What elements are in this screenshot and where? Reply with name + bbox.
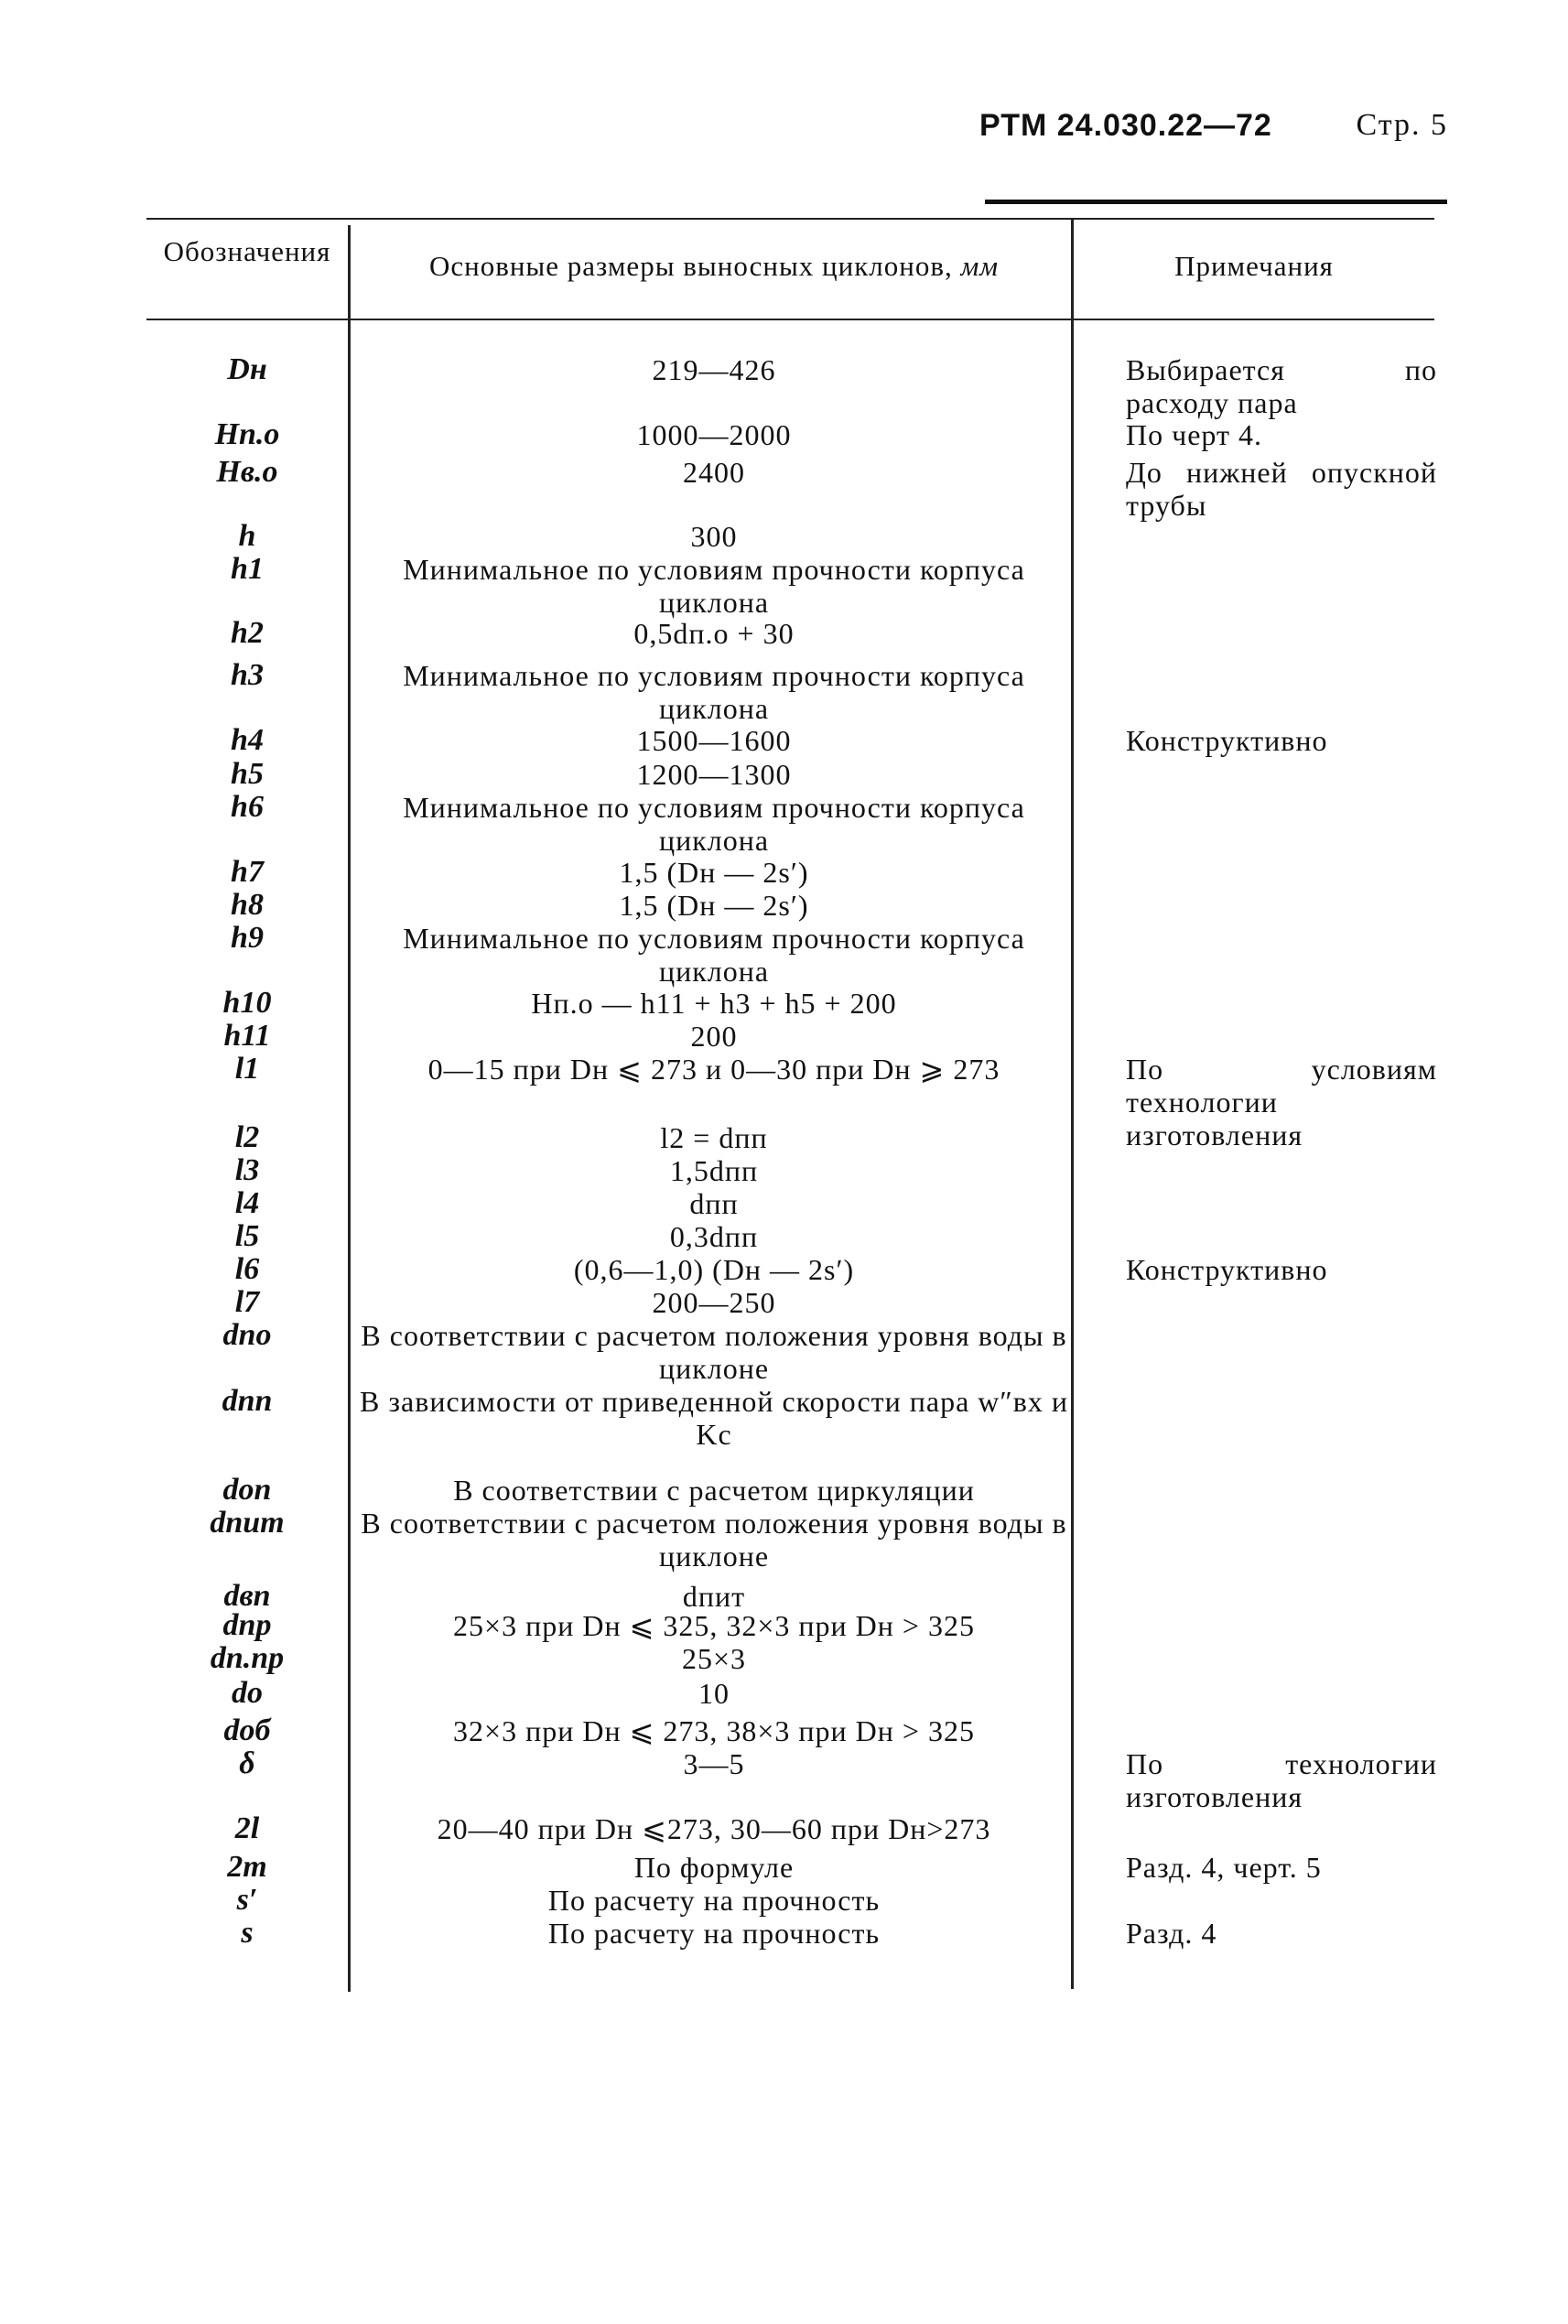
row-note: До нижней опускной трубы	[1126, 456, 1437, 522]
row-symbol: 2m	[227, 1850, 267, 1884]
document-code: РТМ 24.030.22—72	[979, 108, 1272, 143]
row-symbol: Hп.о	[214, 417, 280, 451]
row-symbol: h8	[231, 888, 264, 922]
column-divider-2	[1071, 218, 1074, 1989]
row-value: 200	[690, 1020, 738, 1053]
row-value: Минимальное по условиям прочности корпуса циклона	[403, 791, 1025, 857]
row-symbol: 2l	[234, 1811, 260, 1845]
row-value: В соответствии с расчетом положения уровня воды в циклоне	[361, 1319, 1067, 1385]
row-value: 25×3 при Dн ⩽ 325, 32×3 при Dн > 325	[453, 1609, 975, 1642]
row-symbol: Dн	[227, 352, 267, 386]
header-notes: Примечания	[1174, 250, 1334, 282]
row-value: 20—40 при Dн ⩽273, 30—60 при Dн>273	[437, 1812, 991, 1845]
row-note: По черт 4.	[1126, 418, 1262, 451]
row-value: dпит	[682, 1580, 746, 1613]
page-number: Стр. 5	[1356, 108, 1448, 142]
row-symbol: h2	[231, 616, 264, 650]
row-value: В соответствии с расчетом циркуляции	[453, 1474, 975, 1507]
table-top-rule	[146, 218, 1434, 220]
row-symbol: dпо	[222, 1318, 272, 1352]
header-rule	[985, 200, 1447, 204]
row-symbol: h1	[231, 552, 264, 586]
row-symbol: h11	[223, 1019, 271, 1053]
row-value: Минимальное по условиям прочности корпуса циклона	[403, 922, 1025, 988]
row-value: По расчету на прочность	[547, 1884, 881, 1917]
row-value: l2 = dпп	[660, 1121, 768, 1154]
column-divider-1	[348, 225, 351, 1992]
row-symbol: dоб	[223, 1713, 271, 1747]
row-symbol: h6	[231, 790, 264, 824]
row-symbol: h	[238, 519, 256, 553]
row-value: dпп	[689, 1187, 739, 1220]
row-symbol: l2	[234, 1120, 260, 1154]
row-symbol: l4	[234, 1186, 260, 1220]
row-value: 200—250	[652, 1286, 776, 1319]
row-note: Разд. 4	[1126, 1917, 1217, 1950]
row-symbol: dпп	[222, 1384, 273, 1418]
row-symbol: h3	[231, 658, 264, 692]
row-symbol: h10	[222, 986, 272, 1020]
row-symbol: l1	[234, 1052, 260, 1086]
row-symbol: dоп	[222, 1473, 272, 1507]
row-value: 0,5dп.о + 30	[633, 617, 795, 650]
row-value: В зависимости от приведенной скорости пара w″вх и Kс	[360, 1385, 1068, 1451]
row-symbol: δ	[239, 1746, 255, 1780]
row-value: (0,6—1,0) (Dн — 2s′)	[573, 1253, 855, 1286]
row-symbol: dп.пр	[210, 1641, 285, 1675]
row-symbol: l3	[234, 1153, 260, 1187]
row-value: 1,5 (Dн — 2s′)	[619, 889, 809, 922]
row-symbol: dпит	[210, 1506, 285, 1540]
row-value: 1000—2000	[636, 418, 792, 451]
row-symbol: l6	[234, 1252, 260, 1286]
row-value: 1,5dпп	[669, 1154, 759, 1187]
header-dimensions-unit: мм	[960, 250, 1000, 282]
header-dimensions	[357, 251, 1071, 282]
cyclone-dimensions-table	[146, 218, 1437, 2000]
row-value: 1200—1300	[636, 758, 792, 791]
row-value: Минимальное по условиям прочности корпуса циклона	[403, 659, 1025, 725]
table-header-rule	[146, 319, 1434, 320]
row-value: 300	[690, 520, 738, 553]
row-symbol: do	[232, 1676, 263, 1710]
row-note: Выбирается по расходу пара	[1126, 353, 1437, 419]
row-value: 25×3	[681, 1642, 747, 1675]
row-note: По технологии изготовления	[1126, 1747, 1437, 1813]
row-note: Конструктивно	[1126, 724, 1328, 757]
row-value: 3—5	[683, 1747, 745, 1780]
row-value: 0—15 при Dн ⩽ 273 и 0—30 при Dн ⩾ 273	[427, 1053, 1000, 1086]
header-symbols: Обозначения	[163, 235, 331, 267]
row-value: 219—426	[652, 353, 776, 386]
row-value: 32×3 при Dн ⩽ 273, 38×3 при Dн > 325	[453, 1714, 975, 1747]
row-symbol: h7	[231, 855, 264, 889]
row-symbol: dвп	[223, 1579, 271, 1613]
row-value: По расчету на прочность	[547, 1917, 881, 1950]
row-symbol: h4	[231, 723, 264, 757]
row-symbol: Hв.о	[216, 455, 278, 489]
row-symbol: l5	[234, 1219, 260, 1253]
row-value: 2400	[683, 456, 745, 489]
page-header	[979, 108, 1448, 163]
row-note: Конструктивно	[1126, 1253, 1328, 1286]
row-value: Hп.о — h11 + h3 + h5 + 200	[531, 987, 897, 1020]
row-symbol: l7	[234, 1285, 260, 1319]
row-symbol: dпр	[222, 1608, 272, 1642]
header-dimensions-label: Основные размеры выносных циклонов,	[428, 250, 953, 282]
row-note: По условиям технологии изготовления	[1126, 1053, 1437, 1151]
row-value: 0,3dпп	[669, 1220, 759, 1253]
row-value: 10	[698, 1677, 730, 1710]
row-value: Минимальное по условиям прочности корпуса циклона	[403, 553, 1025, 619]
row-value: В соответствии с расчетом положения уровня воды в циклоне	[361, 1507, 1067, 1573]
row-note: Разд. 4, черт. 5	[1126, 1851, 1322, 1884]
row-symbol: s	[241, 1916, 254, 1950]
row-symbol: s′	[236, 1883, 258, 1917]
row-value: По формуле	[633, 1851, 795, 1884]
row-symbol: h9	[231, 921, 264, 955]
row-symbol: h5	[231, 757, 264, 791]
row-value: 1,5 (Dн — 2s′)	[619, 856, 809, 889]
row-value: 1500—1600	[636, 724, 792, 757]
